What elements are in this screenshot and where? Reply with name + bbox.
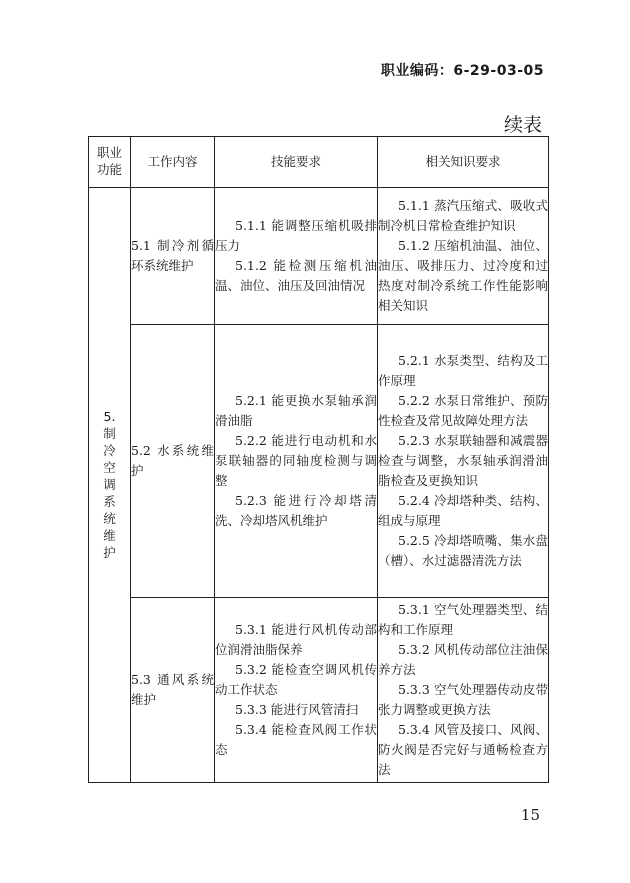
- skill-item: 5.3.2 能检查空调风机传动工作状态: [215, 662, 377, 697]
- knowledge-cell: [378, 325, 549, 598]
- table-row: [89, 325, 549, 598]
- knowledge-item: 5.2.5 冷却塔喷嘴、集水盘（槽）、水过滤器清洗方法: [378, 533, 548, 568]
- skill-item: 5.2.2 能进行电动机和水泵联轴器的同轴度检测与调整: [215, 433, 377, 488]
- page-number: 15: [520, 806, 540, 824]
- table-header-row: [89, 137, 549, 188]
- function-cell: 5. 制冷空调系统维护: [89, 188, 131, 783]
- header-function: 职业功能: [89, 137, 131, 188]
- knowledge-item: 5.3.4 风管及接口、风阀、防火阀是否完好与通畅检查方法: [378, 722, 548, 777]
- knowledge-cell: [378, 188, 549, 325]
- table-row: [89, 188, 549, 325]
- knowledge-item: 5.3.1 空气处理器类型、结构和工作原理: [378, 602, 548, 637]
- knowledge-item: 5.3.3 空气处理器传动皮带张力调整或更换方法: [378, 682, 548, 717]
- knowledge-item: 5.1.2 压缩机油温、油位、油压、吸排压力、过冷度和过热度对制冷系统工作性能影响相关知识: [378, 238, 548, 313]
- work-content-cell: 5.2 水系统维护: [131, 325, 215, 598]
- work-content-cell: 5.1 制冷剂循环系统维护: [131, 188, 215, 325]
- occupation-code: 职业编码：6-29-03-05: [380, 63, 544, 79]
- skill-cell: [215, 188, 378, 325]
- table-row: [89, 598, 549, 783]
- skill-item: 5.1.2 能检测压缩机油温、油位、油压及回油情况: [215, 258, 377, 293]
- header-work-content: 工作内容: [131, 137, 215, 188]
- skill-item: 5.2.1 能更换水泵轴承润滑油脂: [215, 393, 377, 428]
- skill-item: 5.3.4 能检查风阀工作状态: [215, 722, 377, 757]
- knowledge-item: 5.2.1 水泵类型、结构及工作原理: [378, 353, 548, 388]
- skill-item: 5.3.3 能进行风管清扫: [235, 702, 359, 717]
- skill-item: 5.3.1 能进行风机传动部位润滑油脂保养: [215, 622, 377, 657]
- knowledge-item: 5.2.3 水泵联轴器和减震器检查与调整，水泵轴承润滑油脂检查及更换知识: [378, 433, 548, 488]
- skill-cell: [215, 325, 378, 598]
- work-content-cell: 5.3 通风系统维护: [131, 598, 215, 783]
- knowledge-item: 5.1.1 蒸汽压缩式、吸收式制冷机日常检查维护知识: [378, 198, 548, 233]
- skill-item: 5.2.3 能进行冷却塔清洗、冷却塔风机维护: [215, 493, 377, 528]
- knowledge-cell: [378, 598, 549, 783]
- skill-requirements-table: [88, 136, 549, 783]
- header-knowledge-requirements: 相关知识要求: [378, 137, 549, 188]
- knowledge-item: 5.2.4 冷却塔种类、结构、组成与原理: [378, 493, 548, 528]
- knowledge-item: 5.2.2 水泵日常维护、预防性检查及常见故障处理方法: [378, 393, 548, 428]
- continued-label: 续表: [503, 114, 542, 136]
- skill-cell: [215, 598, 378, 783]
- header-skill-requirements: 技能要求: [215, 137, 378, 188]
- skill-item: 5.1.1 能调整压缩机吸排压力: [215, 218, 377, 253]
- knowledge-item: 5.3.2 风机传动部位注油保养方法: [378, 642, 548, 677]
